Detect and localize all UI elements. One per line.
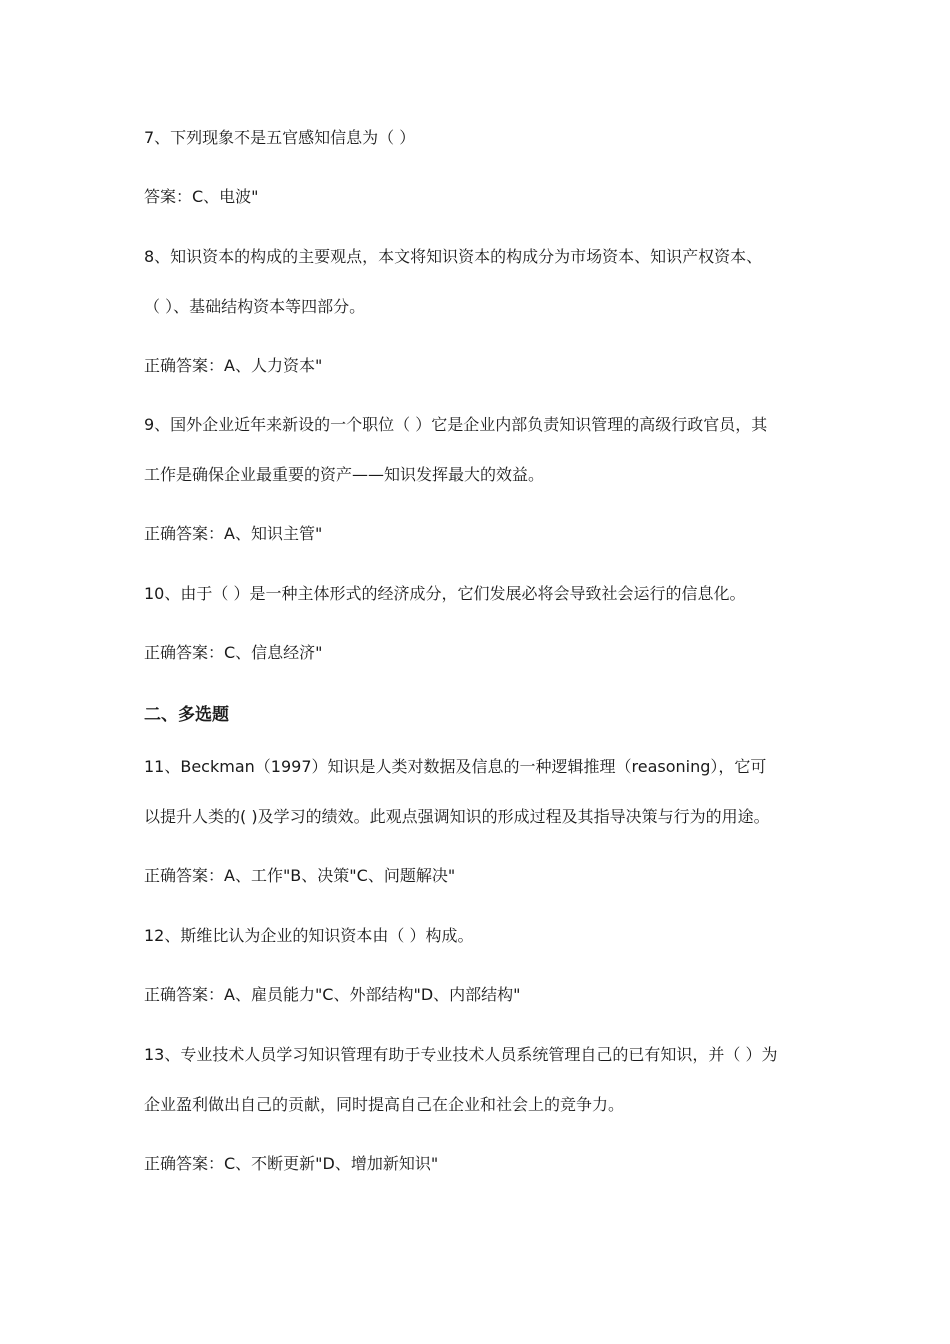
question-11-text-line-1: 11、Beckman（1997）知识是人类对数据及信息的一种逻辑推理（reasoning），它可	[144, 757, 767, 776]
question-13-text-line-1: 13、专业技术人员学习知识管理有助于专业技术人员系统管理自己的已有知识，并（ ）为	[144, 1045, 778, 1064]
question-9-answer: 正确答案：A、知识主管"	[144, 524, 323, 543]
question-8-answer: 正确答案：A、人力资本"	[144, 356, 323, 375]
question-10-answer: 正确答案：C、信息经济"	[144, 643, 323, 662]
question-9-text-line-2: 工作是确保企业最重要的资产——知识发挥最大的效益。	[144, 465, 545, 484]
question-12-answer: 正确答案：A、雇员能力"C、外部结构"D、内部结构"	[144, 985, 521, 1004]
question-13-answer: 正确答案：C、不断更新"D、增加新知识"	[144, 1154, 439, 1173]
question-13-text-line-2: 企业盈利做出自己的贡献，同时提高自己在企业和社会上的竞争力。	[144, 1095, 625, 1114]
question-12-text: 12、斯维比认为企业的知识资本由（ ）构成。	[144, 926, 474, 945]
section-heading-multi-choice: 二、多选题	[144, 705, 229, 725]
question-11-answer: 正确答案：A、工作"B、决策"C、问题解决"	[144, 866, 456, 885]
question-8-text-line-1: 8、知识资本的构成的主要观点，本文将知识资本的构成分为市场资本、知识产权资本、	[144, 247, 763, 266]
question-8-text-line-2: （ ）、基础结构资本等四部分。	[144, 297, 366, 316]
question-11-text-line-2: 以提升人类的( )及学习的绩效。此观点强调知识的形成过程及其指导决策与行为的用途。	[144, 807, 770, 826]
question-10-text: 10、由于（ ）是一种主体形式的经济成分，它们发展必将会导致社会运行的信息化。	[144, 584, 746, 603]
question-9-text-line-1: 9、国外企业近年来新设的一个职位（ ）它是企业内部负责知识管理的高级行政官员，其	[144, 415, 768, 434]
question-7-answer: 答案：C、电波"	[144, 187, 259, 206]
question-7-text: 7、下列现象不是五官感知信息为（ ）	[144, 128, 416, 147]
